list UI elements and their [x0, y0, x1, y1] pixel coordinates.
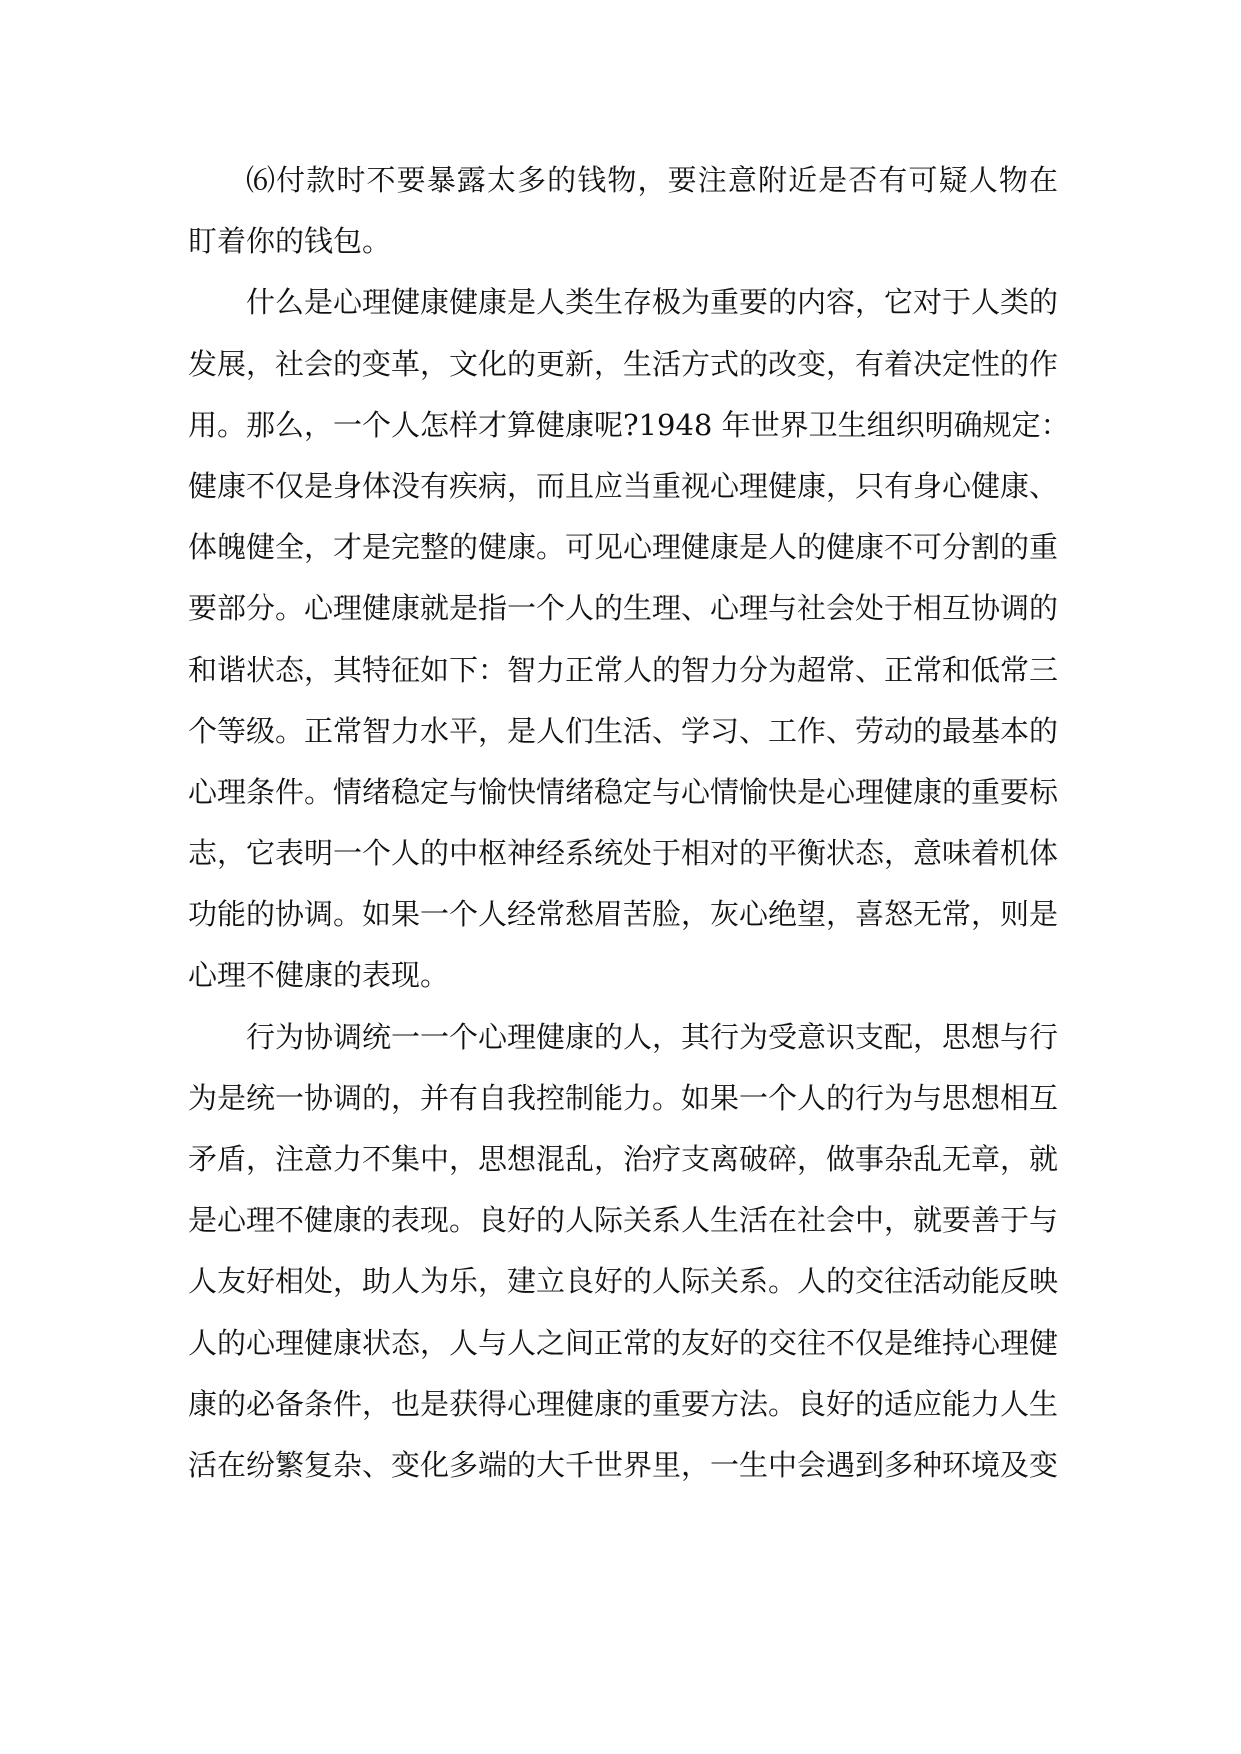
- text-line: 行为协调统一一个心理健康的人，其行为受意识支配，思想与行: [246, 1019, 1059, 1054]
- text-line: 要部分。心理健康就是指一个人的生理、心理与社会处于相互协调的: [188, 591, 1059, 626]
- text-line: 发展，社会的变革，文化的更新，生活方式的改变，有着决定性的作: [188, 346, 1059, 381]
- text-line: 人的心理健康状态，人与人之间正常的友好的交往不仅是维持心理健: [188, 1325, 1059, 1360]
- text-line: 康的必备条件，也是获得心理健康的重要方法。良好的适应能力人生: [188, 1386, 1059, 1421]
- text-line: 志，它表明一个人的中枢神经系统处于相对的平衡状态，意味着机体: [188, 836, 1059, 871]
- document-body: [188, 150, 1070, 1496]
- text-line: 为是统一协调的，并有自我控制能力。如果一个人的行为与思想相互: [188, 1080, 1059, 1115]
- text-line: 心理条件。情绪稳定与愉快情绪稳定与心情愉快是心理健康的重要标: [188, 774, 1059, 809]
- text-line: 用。那么，一个人怎样才算健康呢?1948 年世界卫生组织明确规定：: [188, 407, 1070, 442]
- text-line: 什么是心理健康健康是人类生存极为重要的内容，它对于人类的: [246, 285, 1059, 320]
- text-line: 矛盾，注意力不集中，思想混乱，治疗支离破碎，做事杂乱无章，就: [188, 1142, 1059, 1176]
- text-line: 是心理不健康的表现。良好的人际关系人生活在社会中，就要善于与: [188, 1203, 1059, 1238]
- text-line: 心理不健康的表现。: [188, 958, 450, 993]
- text-line: 和谐状态，其特征如下：智力正常人的智力分为超常、正常和低常三: [188, 652, 1059, 687]
- text-line: 人友好相处，助人为乐，建立良好的人际关系。人的交往活动能反映: [188, 1264, 1059, 1299]
- text-line: 盯着你的钱包。: [188, 224, 392, 259]
- text-line: ⑹付款时不要暴露太多的钱物，要注意附近是否有可疑人物在: [246, 163, 1058, 197]
- text-line: 活在纷繁复杂、变化多端的大千世界里，一生中会遇到多种环境及变: [188, 1447, 1059, 1482]
- text-line: 健康不仅是身体没有疾病，而且应当重视心理健康，只有身心健康、: [188, 468, 1059, 503]
- text-line: 功能的协调。如果一个人经常愁眉苦脸，灰心绝望，喜怒无常，则是: [188, 897, 1059, 932]
- text-line: 个等级。正常智力水平，是人们生活、学习、工作、劳动的最基本的: [188, 713, 1059, 748]
- text-line: 体魄健全，才是完整的健康。可见心理健康是人的健康不可分割的重: [188, 530, 1059, 565]
